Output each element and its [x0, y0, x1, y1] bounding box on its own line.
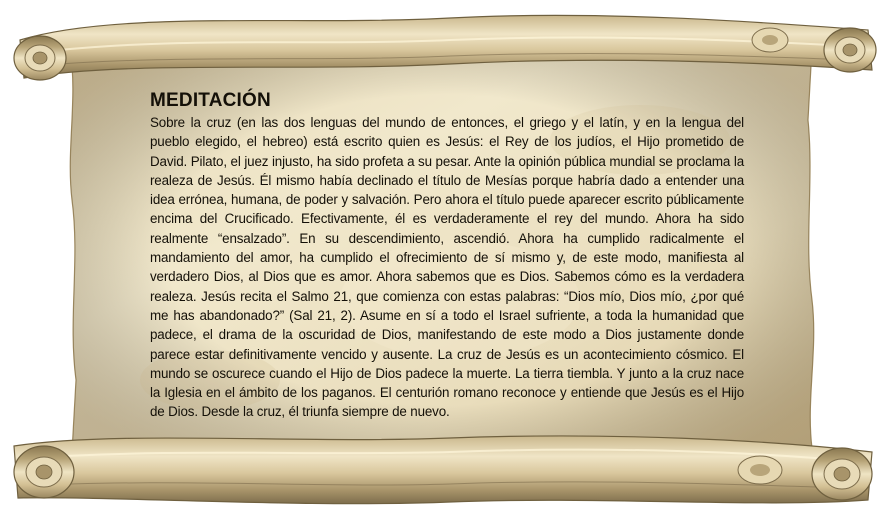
- bottom-scroll-roll: [14, 436, 872, 504]
- meditation-title: MEDITACIÓN: [150, 90, 271, 111]
- meditation-body: Sobre la cruz (en las dos lenguas del mundo de entonces, el griego y el latín, y en la lengua del pueblo elegido, el hebreo) está escrito quien es Jesús: el Rey de los judíos, el Hijo prometido de David. Pilato, el juez injusto, ha sido profeta a su pesar. Ante la opinión pública mundial se proclama la realeza de Jesús. Él mismo había declinado el título de Mesías porque habría dado a entender una idea errónea, humana, de poder y salvación. Pero ahora el título puede aparecer escrito públicamente encima del Crucificado. Efectivamente, él es verdaderamente el rey del mundo. Ahora ha sido realmente “ensalzado”. En su descendimiento, ascendió. Ahora ha cumplido radicalmente el mandamiento del amor, ha cumplido el ofrecimiento de sí mismo y, de este modo, manifiesta al verdadero Dios, al Dios que es amor. Ahora sabemos que es Dios. Sabemos cómo es la verdadera realeza. Jesús recita el Salmo 21, que comienza con estas palabras: “Dios mío, Dios mío, ¿por qué me has abandonado?” (Sal 21, 2). Asume en sí a todo el Israel sufriente, a toda la humanidad que padece, el drama de la oscuridad de Dios, manifestando de este modo a Dios justamente donde parece estar definitivamente vencido y ausente. La cruz de Jesús es un acontecimiento cósmico. El mundo se oscurece cuando el Hijo de Dios padece la muerte. La tierra tiembla. Y junto a la cruz nace la Iglesia en el ámbito de los paganos. El centurión romano reconoce y entiende que Jesús es el Hijo de Dios. Desde la cruz, él triunfa siempre de nuevo.: [150, 115, 744, 420]
- meditation-text-block: [150, 90, 744, 422]
